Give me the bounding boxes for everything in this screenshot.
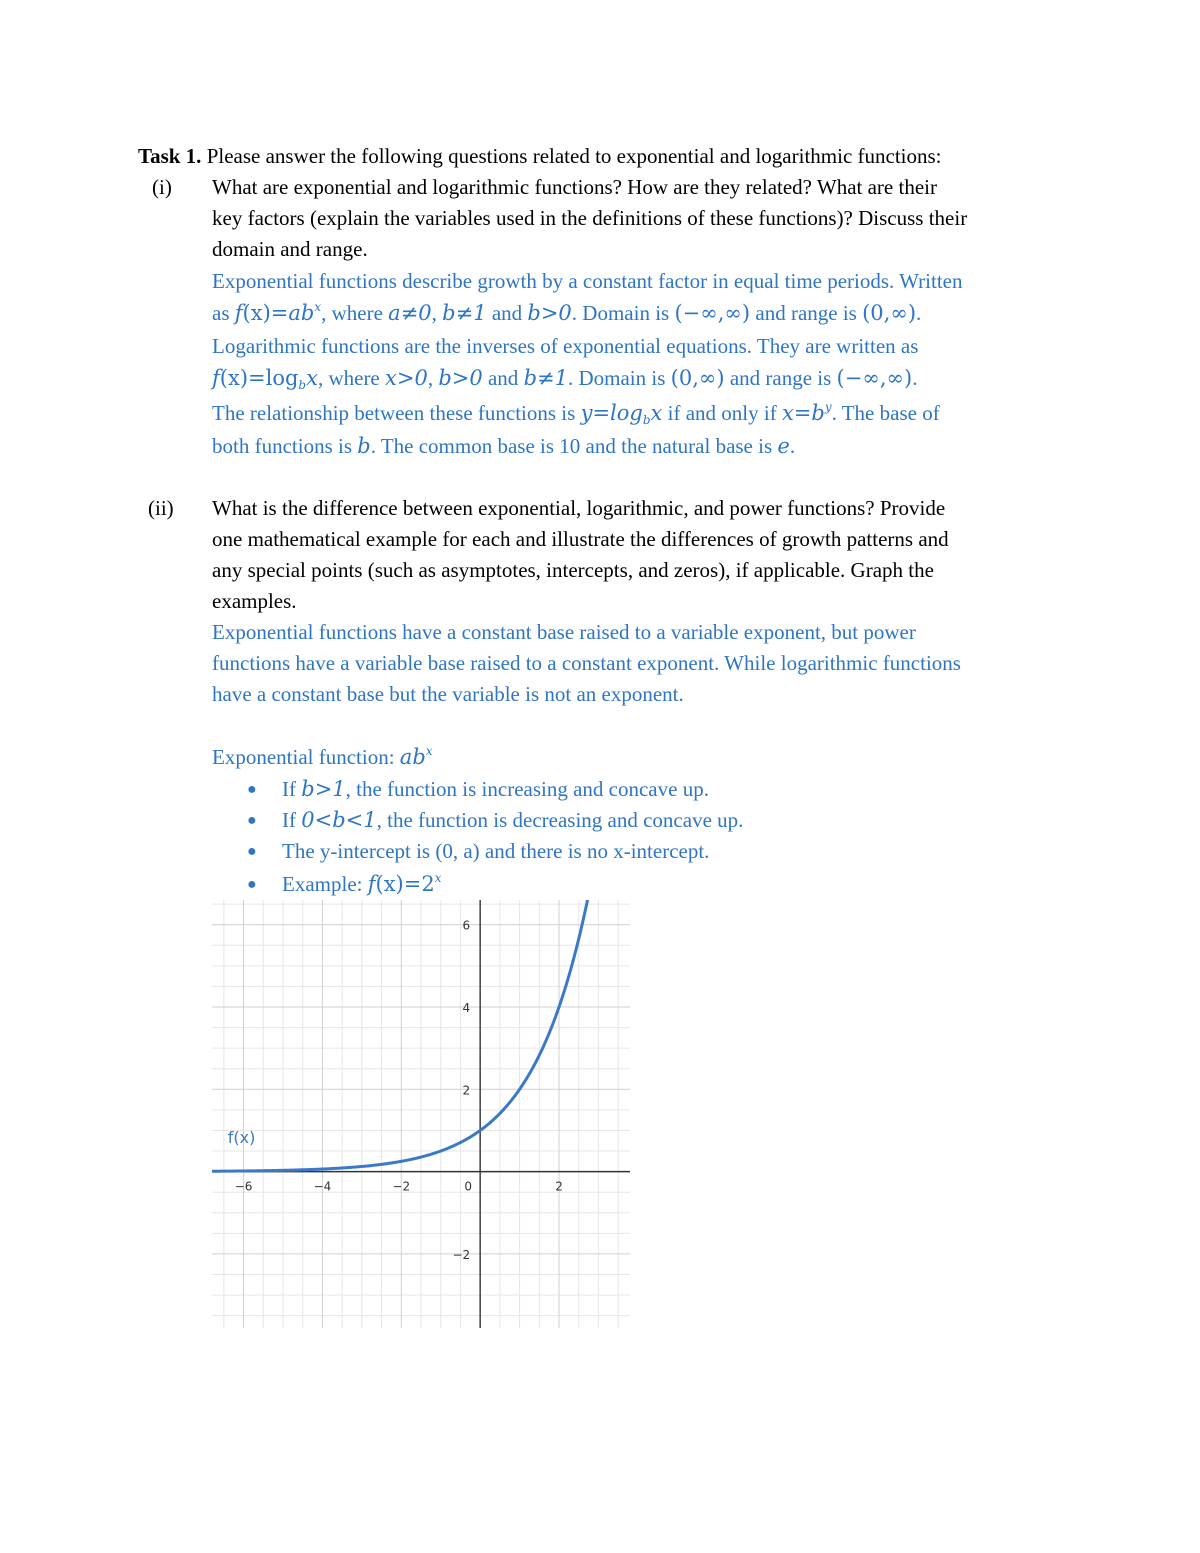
math-sup: x: [434, 871, 442, 885]
bullet-item-2: [282, 805, 743, 836]
text-span: , the function is decreasing and concave up.: [376, 808, 744, 832]
math-cond: 0<b<1: [301, 808, 377, 832]
text-span: if and only if: [662, 401, 782, 425]
q2-label: (ii): [148, 496, 174, 520]
math-sup: x: [314, 300, 322, 314]
text-span: , the function is increasing and concave up.: [345, 777, 709, 801]
text-span: , where: [321, 301, 389, 325]
text-span: . The base of: [831, 401, 940, 425]
curve-label: f(x): [227, 1127, 256, 1147]
text-span: . The common base is 10 and the natural base is: [370, 434, 778, 458]
q1-line-3: domain and range.: [212, 237, 368, 261]
math-eq: =2: [403, 872, 435, 896]
grid-minor: [212, 900, 630, 1328]
math-sup: x: [425, 744, 433, 758]
bullet-item-3: The y-intercept is (0, a) and there is no x-intercept.: [282, 839, 710, 863]
text-span: If: [282, 808, 302, 832]
bullet-item-1: [282, 774, 709, 805]
q2-line-1: What is the difference between exponential, logarithmic, and power functions? Provide: [212, 496, 946, 520]
bullet-dot-icon: ●: [247, 876, 257, 893]
math-interval: (0,∞): [670, 366, 725, 390]
bullet-item-4: [282, 869, 442, 900]
math-var: x: [306, 366, 318, 390]
q1-label: (i): [152, 175, 172, 199]
text-span: If: [282, 777, 302, 801]
text-span: .: [912, 366, 918, 390]
q2-line-2: one mathematical example for each and illustrate the differences of growth patterns and: [212, 527, 949, 551]
math-b: b: [357, 434, 371, 458]
q2-answer-line-2: functions have a variable base raised to a constant exponent. While logarithmic functions: [212, 651, 961, 675]
q2-line-3: any special points (such as asymptotes, intercepts, and zeros), if applicable. Graph the: [212, 558, 934, 582]
text-span: as: [212, 301, 235, 325]
x-tick-label: 2: [555, 1179, 563, 1194]
y-tick-label: 4: [462, 1001, 471, 1015]
math-sub: b: [298, 378, 307, 392]
text-span: and range is: [724, 366, 837, 390]
bullet-dot-icon: ●: [247, 843, 257, 860]
q1-line-2: key factors (explain the variables used in the definitions of these functions)? Discuss their: [212, 206, 968, 230]
math-f: f: [367, 872, 376, 896]
text-span: .: [916, 301, 922, 325]
math-sub: b: [642, 413, 651, 427]
q2-answer-line-1: Exponential functions have a constant base raised to a variable exponent, but power: [212, 620, 916, 644]
text-span: ,: [427, 366, 439, 390]
text-span: and: [486, 301, 528, 325]
q1-answer-line-6: [212, 431, 795, 462]
math-sup: y: [824, 400, 832, 414]
math-paren: (x): [375, 872, 404, 896]
task-heading: [138, 141, 942, 172]
q1-answer-line-3: Logarithmic functions are the inverses of exponential equations. They are written as: [212, 334, 919, 358]
text-span: ,: [431, 301, 443, 325]
math-eq: x=b: [781, 401, 825, 425]
tick-labels: [235, 919, 563, 1262]
math-cond: a≠0: [388, 301, 432, 325]
task-intro: Please answer the following questions related to exponential and logarithmic functions:: [206, 144, 942, 168]
math-eq: y=log: [580, 401, 643, 425]
math-interval: (0,∞): [862, 301, 917, 325]
y-tick-label: 2: [462, 1083, 471, 1098]
x-tick-label: −6: [234, 1179, 253, 1194]
text-span: The relationship between these functions is: [212, 401, 581, 425]
text-span: and: [482, 366, 524, 390]
text-span: Exponential function:: [212, 745, 400, 769]
q1-answer-line-2: [212, 298, 921, 329]
q2-answer-line-3: have a constant base but the variable is not an exponent.: [212, 682, 684, 706]
text-span: .: [789, 434, 796, 458]
text-span: . Domain is: [567, 366, 671, 390]
math-e: e: [777, 434, 790, 458]
y-tick-label: −2: [452, 1247, 471, 1262]
text-span: Example:: [282, 872, 368, 896]
task-title: Task 1.: [138, 144, 202, 168]
y-tick-label: 6: [462, 918, 471, 933]
x-tick-label: 0: [464, 1179, 472, 1194]
q1-answer-line-1: Exponential functions describe growth by a constant factor in equal time periods. Written: [212, 269, 963, 293]
q1-answer-line-4: [212, 363, 917, 394]
math-cond: b≠1: [523, 366, 568, 390]
exp-heading: [212, 742, 433, 773]
math-paren: (x): [242, 301, 271, 325]
math-eq: =log: [248, 366, 299, 390]
text-span: , where: [317, 366, 386, 390]
math-interval: (−∞,∞): [674, 301, 751, 325]
math-interval: (−∞,∞): [836, 366, 913, 390]
math-formula: ab: [399, 745, 426, 769]
math-cond: b>0: [438, 366, 483, 390]
math-cond: b>0: [527, 301, 572, 325]
math-cond: b≠1: [442, 301, 487, 325]
text-span: . Domain is: [571, 301, 675, 325]
math-eq: =ab: [270, 301, 315, 325]
x-tick-label: −2: [392, 1179, 411, 1194]
math-f: f: [212, 366, 220, 390]
math-cond: x>0: [385, 366, 428, 390]
q1-line-1: What are exponential and logarithmic functions? How are they related? What are their: [212, 175, 937, 199]
math-f: f: [234, 301, 243, 325]
math-var: x: [650, 401, 663, 425]
q1-answer-line-5: [212, 398, 940, 429]
text-span: both functions is: [212, 434, 358, 458]
bullet-dot-icon: ●: [247, 781, 257, 798]
q2-line-4: examples.: [212, 589, 297, 613]
bullet-dot-icon: ●: [247, 812, 257, 829]
x-tick-label: −4: [313, 1179, 332, 1194]
math-cond: b>1: [301, 777, 346, 801]
math-paren: (x): [219, 366, 249, 390]
exponential-graph: [212, 900, 630, 1328]
text-span: and range is: [750, 301, 863, 325]
